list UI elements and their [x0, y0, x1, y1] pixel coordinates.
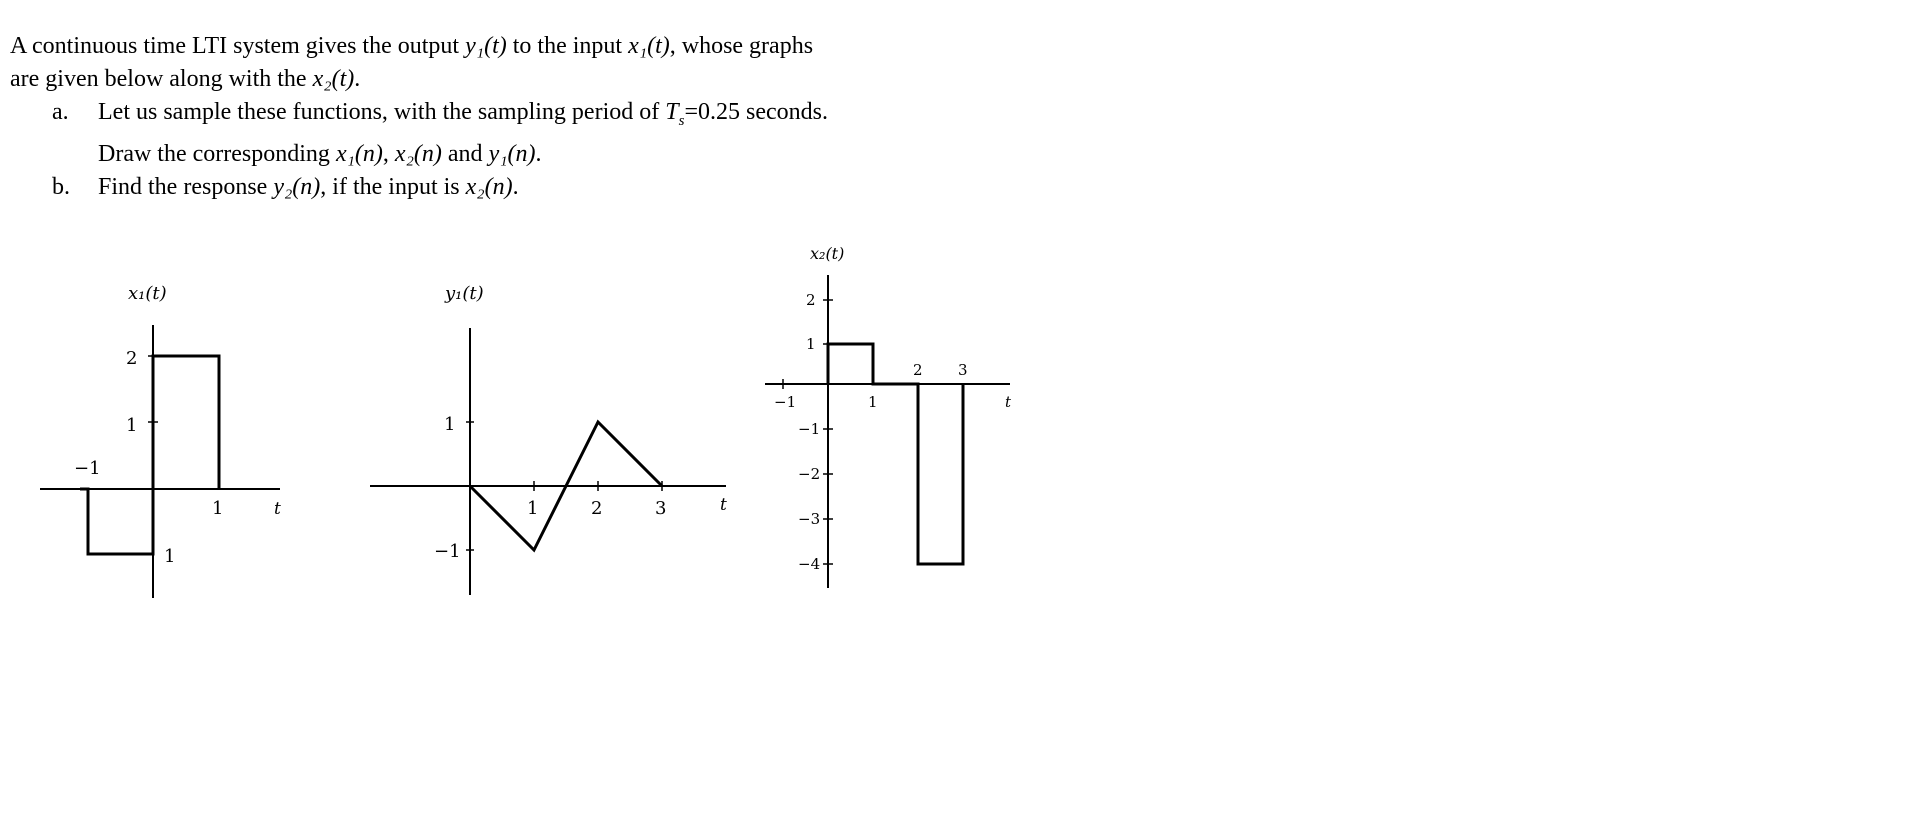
x1-tick-label-x1-low: 1	[164, 546, 176, 567]
y2n-symbol: y₂(n)	[273, 173, 321, 200]
y1-axis-label-t: t	[720, 495, 727, 515]
separator: ,	[382, 140, 395, 167]
intro-text: to the input	[506, 33, 629, 59]
y1-title: y₁(t)	[445, 283, 484, 304]
part-a-line-2	[10, 138, 828, 171]
x2-tick-label-x2: 2	[913, 361, 923, 379]
intro-text: A continuous time LTI system gives the output	[10, 33, 466, 59]
part-b-text: , if the input is	[320, 173, 466, 200]
x2-tick-label-x1: 1	[868, 393, 878, 411]
part-a-text: Draw the corresponding	[98, 140, 336, 167]
part-b-marker: b.	[52, 173, 70, 200]
y1-tick-label-x2: 2	[591, 498, 603, 519]
x2-tick-label-neg3: −3	[798, 510, 821, 528]
intro-text: .	[354, 66, 361, 92]
y1n-symbol: y₁(n)	[488, 140, 536, 167]
x2n-symbol: x₂(n)	[394, 140, 442, 167]
x2n-symbol: x₂(n)	[465, 173, 513, 200]
part-a-text: Let us sample these functions, with the sampling period of	[98, 99, 666, 125]
part-b-text: .	[512, 173, 519, 200]
x2-tick-label-neg4: −4	[798, 555, 821, 573]
y1-graph	[370, 260, 740, 600]
x2-tick-label-x3: 3	[958, 361, 968, 379]
x2-tick-label-neg1: −1	[798, 420, 821, 438]
y1t-symbol: y₁(t)	[465, 33, 507, 59]
y1-tick-label-1: 1	[444, 414, 456, 435]
x2-tick-label-1: 1	[806, 335, 816, 353]
x2-axis-label-t: t	[1005, 393, 1012, 411]
x1-signal	[80, 356, 219, 554]
x2-tick-label-xneg1: −1	[774, 393, 797, 411]
x2t-symbol: x₂(t)	[312, 66, 355, 92]
x1-title: x₁(t)	[128, 283, 167, 304]
ts-symbol: T	[665, 99, 679, 125]
x2-title: x₂(t)	[810, 244, 845, 263]
x1-tick-label-2: 2	[126, 348, 138, 369]
part-b	[10, 171, 828, 204]
x1-tick-label-neg1: −1	[74, 458, 101, 479]
x1t-symbol: x₁(t)	[628, 33, 670, 59]
intro-line-2	[10, 63, 828, 96]
ts-subscript: s	[678, 112, 685, 129]
x1n-symbol: x₁(n)	[335, 140, 383, 167]
y1-tick-label-neg1: −1	[434, 541, 461, 562]
part-a	[10, 96, 828, 138]
part-a-text: =0.25 seconds.	[684, 99, 828, 125]
intro-text: , whose graphs	[669, 33, 814, 59]
part-a-marker: a.	[52, 99, 69, 125]
x1-tick-label-x1: 1	[212, 498, 224, 519]
x2-graph	[760, 240, 1020, 600]
x1-graph	[40, 260, 300, 600]
x1-axis-label-t: t	[274, 499, 281, 519]
x2-tick-label-2: 2	[806, 291, 816, 309]
part-b-text: Find the response	[98, 173, 274, 200]
y1-tick-label-x3: 3	[655, 498, 667, 519]
intro-text: are given below along with the	[10, 66, 313, 92]
x2-signal	[828, 344, 963, 564]
x2-tick-label-neg2: −2	[798, 465, 821, 483]
x1-tick-label-1: 1	[126, 415, 138, 436]
separator: and	[441, 140, 489, 167]
intro-line-1	[10, 30, 828, 63]
part-a-text: .	[535, 140, 542, 167]
y1-tick-label-x1: 1	[527, 498, 539, 519]
problem-statement	[10, 30, 828, 204]
